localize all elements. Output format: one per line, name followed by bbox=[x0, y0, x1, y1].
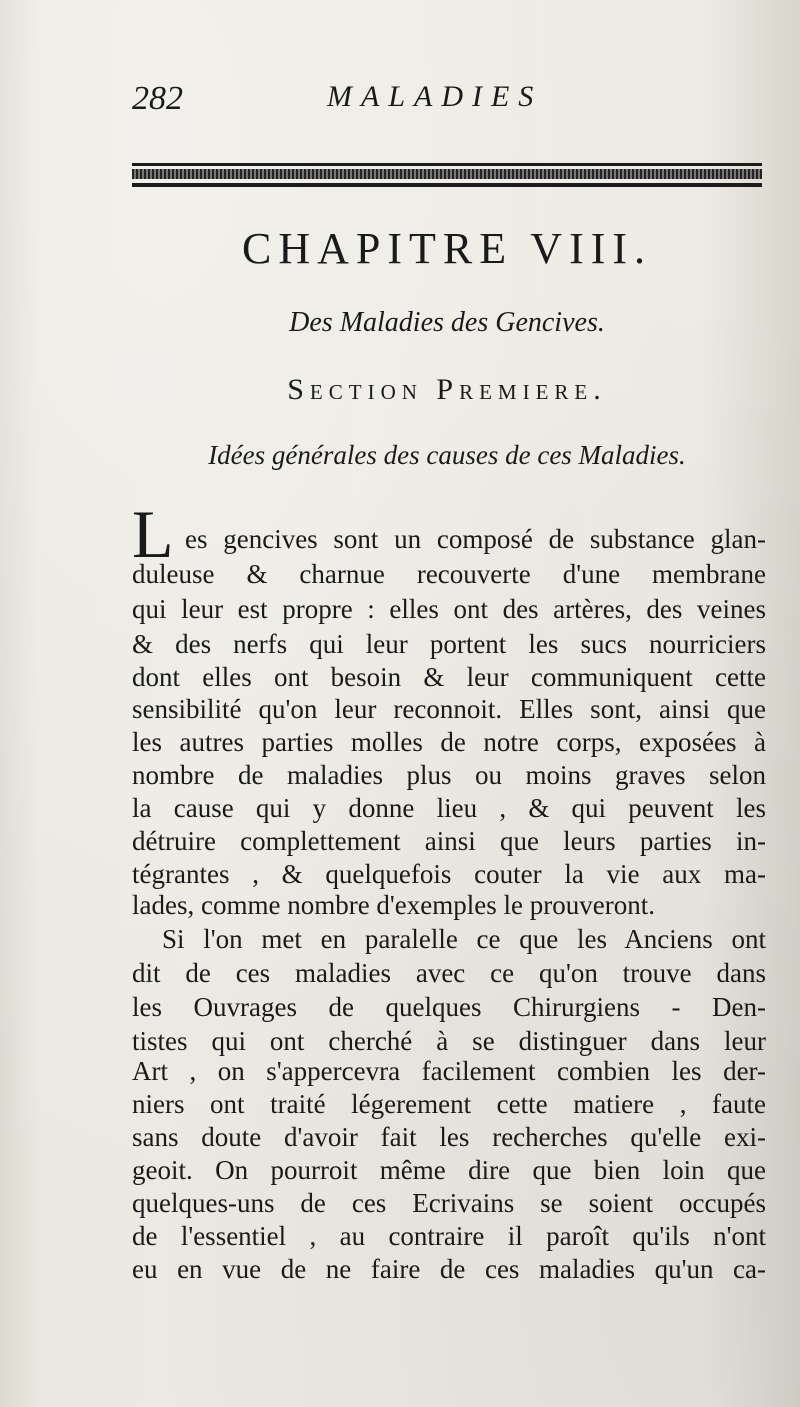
text-line: geoit. On pourroit même dire que bien loin que bbox=[132, 1155, 766, 1185]
text-line: les autres parties molles de notre corps, exposées à bbox=[132, 727, 766, 757]
section-heading: Section Premiere. bbox=[287, 373, 607, 406]
text-line: tistes qui ont cherché à se distinguer dans leur bbox=[132, 1026, 766, 1056]
text-line: Art , on s'appercevra facilement combien les der- bbox=[132, 1056, 766, 1086]
rule-ornament-band bbox=[132, 169, 762, 179]
drop-cap: L bbox=[132, 496, 174, 572]
text-line: dont elles ont besoin & leur communiquent cette bbox=[132, 662, 766, 692]
rule-line-bottom bbox=[132, 183, 762, 187]
text-line: eu en vue de ne faire de ces maladies qu'un ca- bbox=[132, 1254, 766, 1284]
text-line: les Ouvrages de quelques Chirurgiens - Den- bbox=[132, 992, 766, 1022]
text-line: quelques-uns de ces Ecrivains se soient occupés bbox=[132, 1188, 766, 1218]
text-line: duleuse & charnue recouverte d'une membrane bbox=[132, 559, 766, 589]
section-subtitle: Idées générales des causes de ces Maladies. bbox=[208, 440, 686, 470]
text-line: dit de ces maladies avec ce qu'on trouve dans bbox=[132, 958, 766, 988]
text-line: es gencives sont un composé de substance glan- bbox=[185, 524, 766, 554]
running-title: MALADIES bbox=[327, 80, 543, 113]
text-line: la cause qui y donne lieu , & qui peuvent les bbox=[132, 793, 766, 823]
text-line: tégrantes , & quelquefois couter la vie aux ma- bbox=[132, 859, 766, 889]
text-line: sensibilité qu'on leur reconnoit. Elles sont, ainsi que bbox=[132, 694, 766, 724]
text-line: & des nerfs qui leur portent les sucs nourriciers bbox=[132, 629, 766, 659]
text-line: niers ont traité légerement cette matiere , faute bbox=[132, 1089, 766, 1119]
text-line: de l'essentiel , au contraire il paroît qu'ils n'ont bbox=[132, 1221, 766, 1251]
chapter-subtitle: Des Maladies des Gencives. bbox=[289, 307, 605, 338]
text-line: sans doute d'avoir fait les recherches qu'elle exi- bbox=[132, 1122, 766, 1152]
text-line: nombre de maladies plus ou moins graves selon bbox=[132, 760, 766, 790]
text-line: lades, comme nombre d'exemples le prouveront. bbox=[132, 890, 655, 920]
text-line: détruire complettement ainsi que leurs parties in- bbox=[132, 826, 766, 856]
text-line: qui leur est propre : elles ont des artères, des veines bbox=[132, 594, 766, 624]
text-line: Si l'on met en paralelle ce que les Anciens ont bbox=[162, 924, 766, 954]
chapter-heading: CHAPITRE VIII. bbox=[241, 224, 653, 273]
rule-line-top bbox=[132, 163, 762, 166]
page-number: 282 bbox=[132, 80, 183, 117]
running-head bbox=[132, 80, 762, 128]
ornamental-rule bbox=[132, 163, 762, 189]
